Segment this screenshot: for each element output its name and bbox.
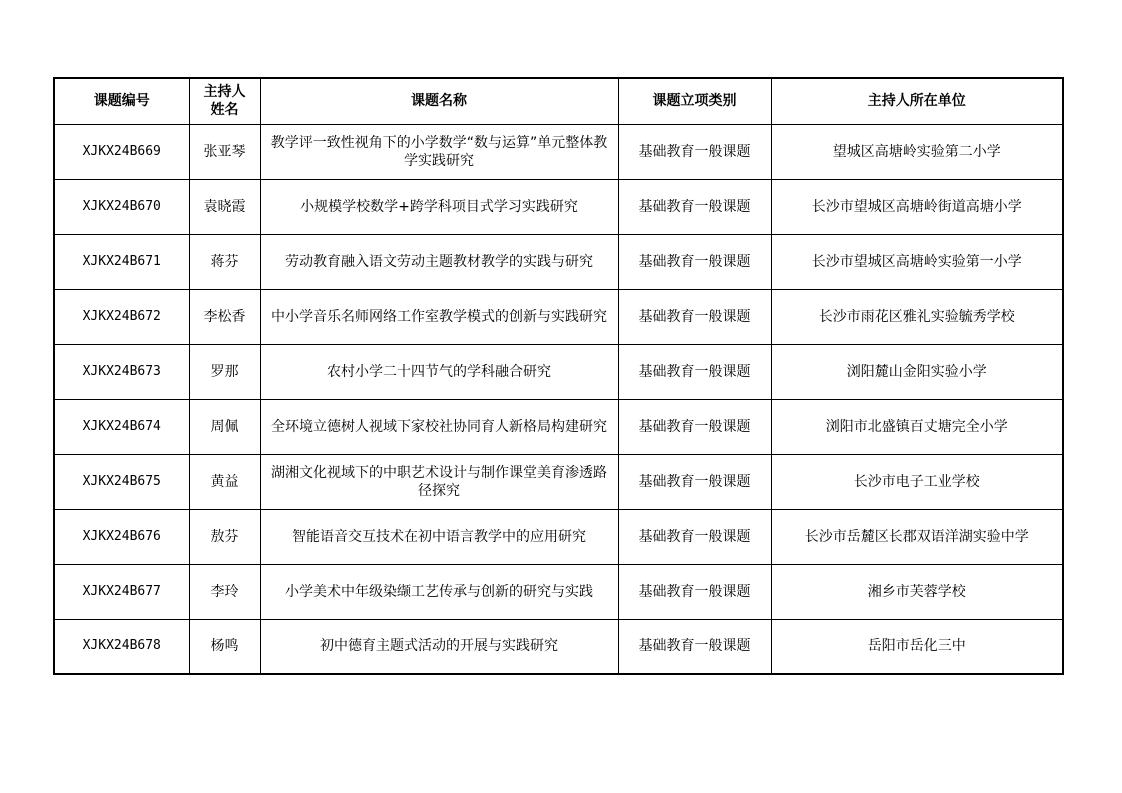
host-name: 敖芬 xyxy=(189,509,260,564)
table-row xyxy=(54,509,1063,564)
host-name: 黄益 xyxy=(189,454,260,509)
host-name: 李玲 xyxy=(189,564,260,619)
project-title: 教学评一致性视角下的小学数学“数与运算”单元整体教学实践研究 xyxy=(260,124,618,179)
table-row xyxy=(54,289,1063,344)
project-category: 基础教育一般课题 xyxy=(618,454,771,509)
host-unit: 长沙市电子工业学校 xyxy=(771,454,1063,509)
header-category: 课题立项类别 xyxy=(618,78,771,124)
project-title: 初中德育主题式活动的开展与实践研究 xyxy=(260,619,618,674)
project-category: 基础教育一般课题 xyxy=(618,234,771,289)
project-code: XJKX24B671 xyxy=(54,234,189,289)
host-name: 蒋芬 xyxy=(189,234,260,289)
host-unit: 湘乡市芙蓉学校 xyxy=(771,564,1063,619)
host-name: 杨鸣 xyxy=(189,619,260,674)
host-name: 李松香 xyxy=(189,289,260,344)
host-unit: 浏阳麓山金阳实验小学 xyxy=(771,344,1063,399)
project-code: XJKX24B678 xyxy=(54,619,189,674)
host-name: 张亚琴 xyxy=(189,124,260,179)
project-category: 基础教育一般课题 xyxy=(618,179,771,234)
host-name: 袁晓霞 xyxy=(189,179,260,234)
table-row xyxy=(54,399,1063,454)
project-title: 农村小学二十四节气的学科融合研究 xyxy=(260,344,618,399)
project-category: 基础教育一般课题 xyxy=(618,344,771,399)
host-unit: 长沙市望城区高塘岭实验第一小学 xyxy=(771,234,1063,289)
host-name: 周佩 xyxy=(189,399,260,454)
header-code: 课题编号 xyxy=(54,78,189,124)
project-code: XJKX24B673 xyxy=(54,344,189,399)
header-host: 主持人姓名 xyxy=(189,78,260,124)
host-unit: 长沙市望城区高塘岭街道高塘小学 xyxy=(771,179,1063,234)
project-code: XJKX24B670 xyxy=(54,179,189,234)
table-row xyxy=(54,619,1063,674)
host-unit: 浏阳市北盛镇百丈塘完全小学 xyxy=(771,399,1063,454)
project-title: 中小学音乐名师网络工作室教学模式的创新与实践研究 xyxy=(260,289,618,344)
project-code: XJKX24B677 xyxy=(54,564,189,619)
project-code: XJKX24B676 xyxy=(54,509,189,564)
table-row xyxy=(54,124,1063,179)
project-category: 基础教育一般课题 xyxy=(618,564,771,619)
project-title: 小规模学校数学+跨学科项目式学习实践研究 xyxy=(260,179,618,234)
project-title: 劳动教育融入语文劳动主题教材教学的实践与研究 xyxy=(260,234,618,289)
table-row xyxy=(54,179,1063,234)
project-title: 智能语音交互技术在初中语言教学中的应用研究 xyxy=(260,509,618,564)
table-row xyxy=(54,234,1063,289)
project-table xyxy=(53,77,1064,675)
host-unit: 岳阳市岳化三中 xyxy=(771,619,1063,674)
project-title: 小学美术中年级染缬工艺传承与创新的研究与实践 xyxy=(260,564,618,619)
project-title: 全环境立德树人视域下家校社协同育人新格局构建研究 xyxy=(260,399,618,454)
project-code: XJKX24B672 xyxy=(54,289,189,344)
project-category: 基础教育一般课题 xyxy=(618,619,771,674)
project-code: XJKX24B675 xyxy=(54,454,189,509)
project-title: 湖湘文化视域下的中职艺术设计与制作课堂美育渗透路径探究 xyxy=(260,454,618,509)
header-unit: 主持人所在单位 xyxy=(771,78,1063,124)
project-code: XJKX24B674 xyxy=(54,399,189,454)
table-row xyxy=(54,454,1063,509)
table-row xyxy=(54,564,1063,619)
project-code: XJKX24B669 xyxy=(54,124,189,179)
header-row xyxy=(54,78,1063,124)
host-unit: 望城区高塘岭实验第二小学 xyxy=(771,124,1063,179)
header-title: 课题名称 xyxy=(260,78,618,124)
project-category: 基础教育一般课题 xyxy=(618,289,771,344)
project-category: 基础教育一般课题 xyxy=(618,399,771,454)
host-unit: 长沙市岳麓区长郡双语洋湖实验中学 xyxy=(771,509,1063,564)
host-name: 罗那 xyxy=(189,344,260,399)
table-row xyxy=(54,344,1063,399)
project-category: 基础教育一般课题 xyxy=(618,124,771,179)
project-category: 基础教育一般课题 xyxy=(618,509,771,564)
host-unit: 长沙市雨花区雅礼实验毓秀学校 xyxy=(771,289,1063,344)
